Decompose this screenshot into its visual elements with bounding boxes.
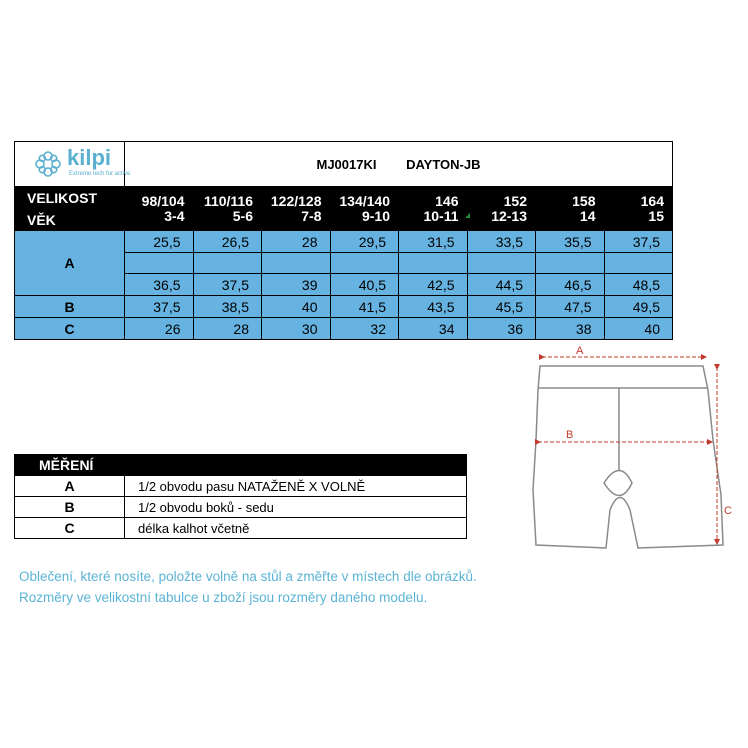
measure-cell: 35,5: [536, 231, 605, 253]
instruction-line: Rozměry ve velikostní tabulce u zboží jsou rozměry daného modelu.: [19, 590, 428, 605]
legend-key: B: [15, 497, 125, 518]
measure-cell: 36: [467, 318, 536, 340]
measure-cell: 38: [536, 318, 605, 340]
kilpi-logo: [33, 147, 143, 181]
measure-cell: 42,5: [399, 274, 468, 296]
measurement-legend: [14, 454, 467, 539]
measure-cell: 48,5: [604, 274, 673, 296]
size-cell: 122/128: [262, 187, 331, 209]
measure-cell: 40,5: [330, 274, 399, 296]
age-cell: 12-13: [467, 209, 536, 231]
empty-cell: [193, 253, 262, 274]
measure-b-label: B: [15, 296, 125, 318]
measure-cell: 39: [262, 274, 331, 296]
measure-cell: 37,5: [604, 231, 673, 253]
product-code: MJ0017KI: [316, 156, 377, 172]
measure-c-row: [15, 318, 673, 340]
diagram-label-c: C: [724, 505, 732, 517]
legend-row: [15, 476, 467, 497]
measure-cell: 36,5: [125, 274, 194, 296]
measure-cell: 44,5: [467, 274, 536, 296]
age-cell: 15: [604, 209, 673, 231]
measure-cell: 26,5: [193, 231, 262, 253]
size-cell: 158: [536, 187, 605, 209]
measure-cell: 29,5: [330, 231, 399, 253]
diagram-label-b: B: [566, 429, 574, 441]
measure-cell: 32: [330, 318, 399, 340]
legend-description: 1/2 obvodu boků - sedu: [125, 497, 467, 518]
table-title: [125, 142, 673, 187]
measure-cell: 37,5: [193, 274, 262, 296]
shorts-diagram: [518, 340, 748, 560]
measure-cell: 41,5: [330, 296, 399, 318]
measure-cell: 40: [262, 296, 331, 318]
size-cell: 164: [604, 187, 673, 209]
size-cell: 146: [399, 187, 468, 209]
size-row-label: VELIKOST: [15, 187, 125, 209]
measure-a-label: A: [15, 231, 125, 296]
brand-cell: [15, 142, 131, 187]
empty-cell: [262, 253, 331, 274]
age-cell: 9-10: [330, 209, 399, 231]
legend-description: délka kalhot včetně: [125, 518, 467, 539]
measure-cell: 33,5: [467, 231, 536, 253]
measure-cell: 28: [193, 318, 262, 340]
empty-cell: [536, 253, 605, 274]
measure-cell: 46,5: [536, 274, 605, 296]
size-cell: 110/116: [193, 187, 262, 209]
empty-cell: [125, 253, 194, 274]
legend-key: C: [15, 518, 125, 539]
legend-header: MĚŘENÍ: [15, 455, 467, 476]
empty-cell: [399, 253, 468, 274]
measure-cell: 30: [262, 318, 331, 340]
size-cell: 98/104: [125, 187, 194, 209]
legend-row: [15, 518, 467, 539]
measure-cell: 43,5: [399, 296, 468, 318]
measure-cell: 31,5: [399, 231, 468, 253]
age-cell: 14: [536, 209, 605, 231]
measuring-instructions: [19, 566, 619, 608]
legend-row: [15, 497, 467, 518]
measure-cell: 45,5: [467, 296, 536, 318]
empty-cell: [604, 253, 673, 274]
shorts-outline: [533, 366, 723, 548]
instruction-line: Oblečení, které nosíte, položte volně na stůl a změřte v místech dle obrázků.: [19, 569, 477, 584]
measure-b-row: [15, 296, 673, 318]
size-cell: 152: [467, 187, 536, 209]
age-cell: 10-11: [399, 209, 468, 231]
age-cell: 3-4: [125, 209, 194, 231]
ages-row: [15, 209, 673, 231]
age-cell: 7-8: [262, 209, 331, 231]
empty-cell: [467, 253, 536, 274]
measure-cell: 40: [604, 318, 673, 340]
size-cell: 134/140: [330, 187, 399, 209]
brand-tagline: Extreme tech for active: [69, 171, 131, 177]
empty-cell: [330, 253, 399, 274]
cell-comment-marker: [465, 213, 470, 218]
snowflake-icon: [33, 149, 63, 179]
sizes-row: [15, 187, 673, 209]
measure-cell: 26: [125, 318, 194, 340]
measure-cell: 38,5: [193, 296, 262, 318]
table-title-row: [15, 142, 673, 187]
age-row-label: VĚK: [15, 209, 125, 231]
measure-c-label: C: [15, 318, 125, 340]
size-table: [14, 141, 673, 340]
measure-cell: 34: [399, 318, 468, 340]
measure-a-min-row: [15, 231, 673, 253]
legend-key: A: [15, 476, 125, 497]
measure-cell: 28: [262, 231, 331, 253]
measure-cell: 47,5: [536, 296, 605, 318]
age-cell: 5-6: [193, 209, 262, 231]
measure-cell: 25,5: [125, 231, 194, 253]
brand-name: kilpi: [67, 145, 112, 170]
measure-cell: 49,5: [604, 296, 673, 318]
legend-header-row: [15, 455, 467, 476]
product-model: DAYTON-JB: [406, 156, 481, 172]
diagram-label-a: A: [576, 345, 584, 357]
legend-description: 1/2 obvodu pasu NATAŽENĚ X VOLNĚ: [125, 476, 467, 497]
measure-cell: 37,5: [125, 296, 194, 318]
